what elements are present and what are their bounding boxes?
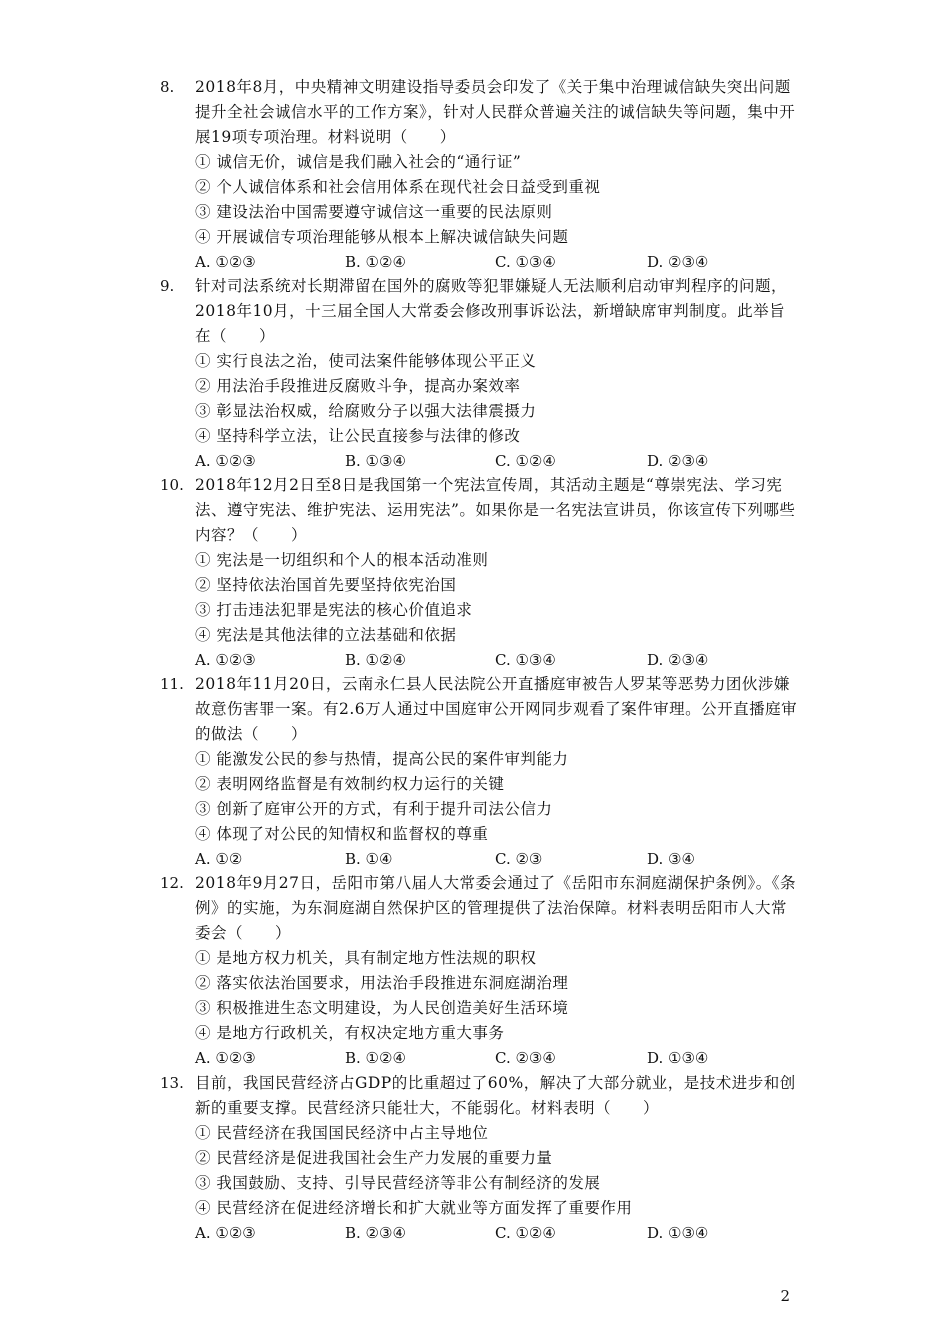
choice-d: D. ①③④	[647, 1224, 709, 1242]
choice-c: C. ①②④	[495, 1224, 556, 1242]
question-8	[160, 75, 800, 275]
statement-2: ② 用法治手段推进反腐败斗争，提高办案效率	[195, 377, 521, 395]
statement-4: ④ 坚持科学立法，让公民直接参与法律的修改	[195, 427, 521, 445]
answer-choices	[195, 1221, 800, 1246]
statement-1: ① 实行良法之治，使司法案件能够体现公平正义	[195, 352, 537, 370]
choice-b: B. ②③④	[345, 1224, 406, 1242]
choice-a: A. ①②③	[195, 1049, 256, 1067]
statement-3: ③ 彰显法治权威，给腐败分子以强大法律震摄力	[195, 402, 537, 420]
question-stem: 2018年9月27日，岳阳市第八届人大常委会通过了《岳阳市东洞庭湖保护条例》。《条例》的实施，为东洞庭湖自然保护区的管理提供了法治保障。材料表明岳阳市人大常委会（ ）	[195, 874, 797, 942]
choice-b: B. ①②④	[345, 1049, 406, 1067]
statement-4: ④ 宪法是其他法律的立法基础和依据	[195, 626, 457, 644]
answer-choices	[195, 1046, 800, 1071]
choice-d: D. ③④	[647, 850, 695, 868]
answer-choices	[195, 449, 800, 474]
statement-3: ③ 打击违法犯罪是宪法的核心价值追求	[195, 601, 473, 619]
statement-3: ③ 积极推进生态文明建设，为人民创造美好生活环境	[195, 999, 569, 1017]
answer-choices	[195, 847, 800, 872]
choice-c: C. ①③④	[495, 651, 556, 669]
choice-c: C. ②③④	[495, 1049, 556, 1067]
statement-1: ① 诚信无价，诚信是我们融入社会的“通行证”	[195, 153, 522, 171]
statement-3: ③ 建设法治中国需要遵守诚信这一重要的民法原则	[195, 203, 553, 221]
statement-4: ④ 是地方行政机关，有权决定地方重大事务	[195, 1024, 505, 1042]
question-number: 13.	[160, 1074, 184, 1092]
question-10	[160, 473, 800, 673]
answer-choices	[195, 648, 800, 673]
choice-a: A. ①②	[195, 850, 243, 868]
choice-a: A. ①②③	[195, 651, 256, 669]
choice-d: D. ②③④	[647, 452, 709, 470]
question-stem: 2018年12月2日至8日是我国第一个宪法宣传周，其活动主题是“尊崇宪法、学习宪法、遵守宪法、维护宪法、运用宪法”。如果你是一名宪法宣讲员，你该宣传下列哪些内容？（ ）	[195, 476, 796, 544]
choice-a: A. ①②③	[195, 1224, 256, 1242]
choice-b: B. ①④	[345, 850, 393, 868]
statement-2: ② 个人诚信体系和社会信用体系在现代社会日益受到重视	[195, 178, 601, 196]
statement-4: ④ 开展诚信专项治理能够从根本上解决诚信缺失问题	[195, 228, 569, 246]
answer-choices	[195, 250, 800, 275]
question-11	[160, 672, 800, 872]
statement-2: ② 落实依法治国要求，用法治手段推进东洞庭湖治理	[195, 974, 569, 992]
statement-1: ① 是地方权力机关，具有制定地方性法规的职权	[195, 949, 537, 967]
statement-1: ① 能激发公民的参与热情，提高公民的案件审判能力	[195, 750, 569, 768]
page-number: 2	[780, 1287, 790, 1305]
choice-c: C. ①②④	[495, 452, 556, 470]
choice-c: C. ①③④	[495, 253, 556, 271]
choice-a: A. ①②③	[195, 452, 256, 470]
choice-b: B. ①②④	[345, 651, 406, 669]
choice-a: A. ①②③	[195, 253, 256, 271]
question-number: 9.	[160, 277, 175, 295]
question-number: 10.	[160, 476, 184, 494]
question-9	[160, 274, 800, 474]
statement-2: ② 民营经济是促进我国社会生产力发展的重要力量	[195, 1149, 553, 1167]
statement-2: ② 表明网络监督是有效制约权力运行的关键	[195, 775, 505, 793]
statement-2: ② 坚持依法治国首先要坚持依宪治国	[195, 576, 457, 594]
statement-4: ④ 民营经济在促进经济增长和扩大就业等方面发挥了重要作用	[195, 1199, 633, 1217]
question-number: 11.	[160, 675, 184, 693]
question-12	[160, 871, 800, 1071]
choice-d: D. ②③④	[647, 253, 709, 271]
statement-4: ④ 体现了对公民的知情权和监督权的尊重	[195, 825, 489, 843]
question-13	[160, 1071, 800, 1246]
statement-3: ③ 我国鼓励、支持、引导民营经济等非公有制经济的发展	[195, 1174, 601, 1192]
choice-d: D. ①③④	[647, 1049, 709, 1067]
choice-d: D. ②③④	[647, 651, 709, 669]
question-number: 12.	[160, 874, 184, 892]
statement-1: ① 民营经济在我国国民经济中占主导地位	[195, 1124, 489, 1142]
choice-c: C. ②③	[495, 850, 543, 868]
choice-b: B. ①③④	[345, 452, 406, 470]
question-stem: 2018年8月，中央精神文明建设指导委员会印发了《关于集中治理诚信缺失突出问题提升全社会诚信水平的工作方案》，针对人民群众普遍关注的诚信缺失等问题，集中开展19项专项治理。材料说明（ ）	[195, 78, 796, 146]
statement-3: ③ 创新了庭审公开的方式，有利于提升司法公信力	[195, 800, 553, 818]
statement-1: ① 宪法是一切组织和个人的根本活动准则	[195, 551, 489, 569]
choice-b: B. ①②④	[345, 253, 406, 271]
question-stem: 针对司法系统对长期滞留在国外的腐败等犯罪嫌疑人无法顺利启动审判程序的问题，2018年10月，十三届全国人大常委会修改刑事诉讼法，新增缺席审判制度。此举旨在（ ）	[195, 277, 788, 345]
question-stem: 2018年11月20日，云南永仁县人民法院公开直播庭审被告人罗某等恶势力团伙涉嫌故意伤害罪一案。有2.6万人通过中国庭审公开网同步观看了案件审理。公开直播庭审的做法（ ）	[195, 675, 798, 743]
question-number: 8.	[160, 78, 175, 96]
question-stem: 目前，我国民营经济占GDP的比重超过了60%，解决了大部分就业，是技术进步和创新的重要支撑。民营经济只能壮大，不能弱化。材料表明（ ）	[195, 1074, 796, 1117]
